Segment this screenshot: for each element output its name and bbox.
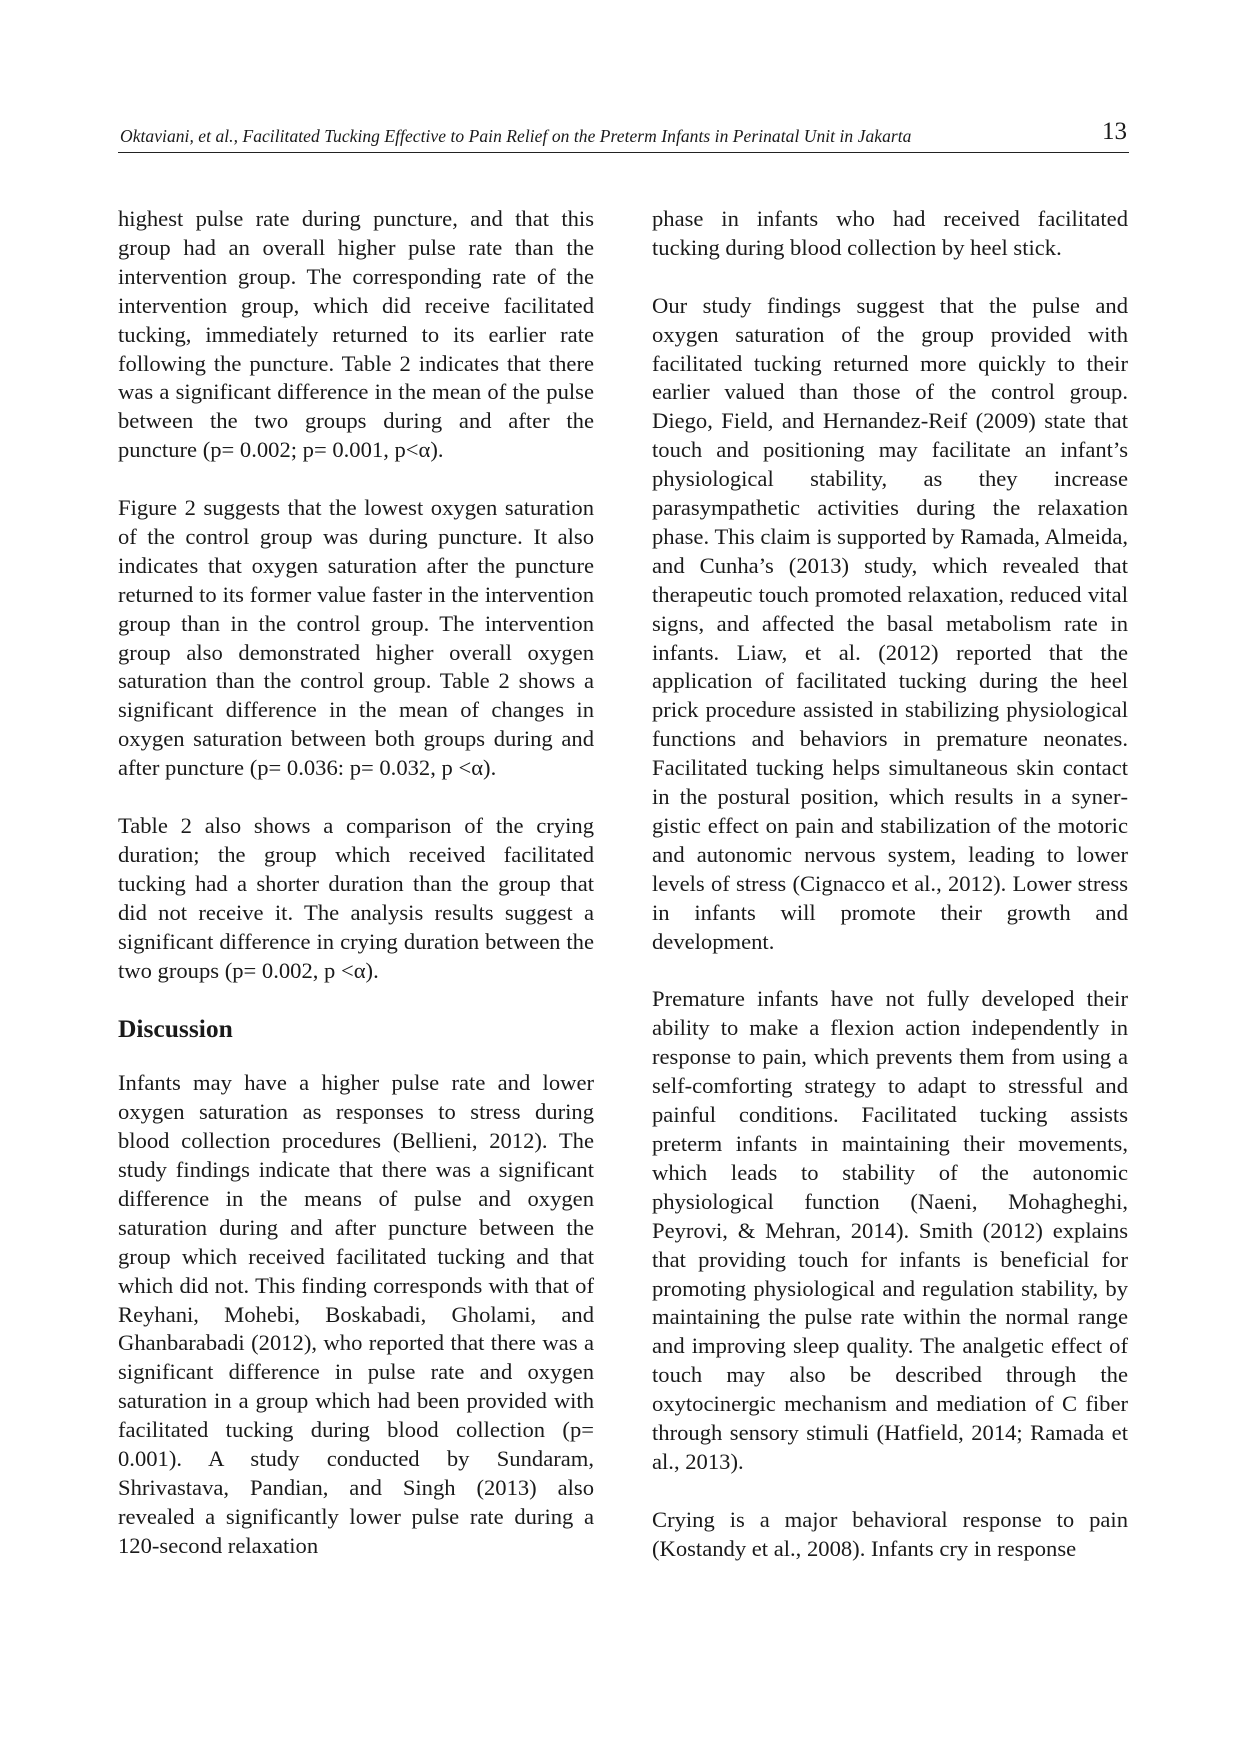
right-column (652, 205, 1128, 1564)
body-paragraph: Our study findings suggest that the pulse and oxygen saturation of the group provided with facilitated tucking returned more quickly to their earlier valued than those of the control group. Diego, Field, and Hernandez-Reif (2009) state that touch and positioning may facilitate an infant’s physiological stability, as they increase parasympathetic activities during the relaxation phase. This claim is supported by Ramada, Almeida, and Cunha’s (2013) study, which revealed that therapeutic touch promoted relaxation, reduced vital signs, and affected the basal metabolism rate in infants. Liaw, et al. (2012) reported that the application of facilitated tucking during the heel prick procedure assisted in stabilizing physiological functions and behaviors in premature neonates. Facilitated tucking helps simultaneous skin contact in the postural position, which results in a synergistic effect on pain and stabilization of the motoric and autonomic nervous system, leading to lower levels of stress (Cignacco et al., 2012). Lower stress in infants will promote their growth and development. (652, 292, 1128, 954)
running-title: Oktaviani, et al., Facilitated Tucking Effective to Pain Relief on the Preterm Infants in Perinatal Unit in Jakarta (120, 126, 912, 146)
body-paragraph: Figure 2 suggests that the lowest oxygen saturation of the control group was during puncture. It also indicates that oxygen saturation after the puncture returned to its former value faster in the intervention group than in the control group. The intervention group also demonstrated higher overall oxygen saturation than the control group. Table 2 shows a significant difference in the mean of changes in oxygen saturation between both groups during and after puncture (p= 0.036: p= 0.032, p <α). (118, 495, 594, 781)
body-paragraph: phase in infants who had received facilitated tucking during blood collection by heel stick. (652, 206, 1128, 260)
body-paragraph: Infants may have a higher pulse rate and lower oxygen saturation as responses to stress during blood collection procedures (Bellieni, 2012). The study findings indicate that there was a significant difference in the means of pulse and oxygen saturation during and after puncture between the group which received facilitated tucking and that which did not. This finding corresponds with that of Reyhani, Mohebi, Boskabadi, Gholami, and Ghanbarabadi (2012), who reported that there was a significant difference in pulse rate and oxygen saturation in a group which had been provided with facilitated tucking during blood collection (p= 0.001). A study conducted by Sundaram, Shrivastava, Pandian, and Singh (2013) also revealed a significantly lower pulse rate during a 120-second relaxation (118, 1070, 594, 1558)
body-paragraph: Premature infants have not fully developed their ability to make a flexion action independently in response to pain, which prevents them from using a self-comforting strategy to adapt to stressful and painful conditions. Facilitated tucking assists preterm infants in maintaining their movements, which leads to stability of the autonomic physiological function (Naeni, Mohagheghi, Peyrovi, & Mehran, 2014). Smith (2012) explains that providing touch for infants is beneficial for promoting physiological and regulation stability, by maintaining the pulse rate within the normal range and improving sleep quality. The analgetic effect of touch may also be described through the oxytocinergic mechanism and mediation of C fiber through sensory stimuli (Hatfield, 2014; Ramada et al., 2013). (652, 986, 1128, 1474)
section-heading-discussion: Discussion (118, 1014, 233, 1044)
body-paragraph: Table 2 also shows a comparison of the crying duration; the group which received facilitated tucking had a shorter duration than the group that did not receive it. The analysis results suggest a significant difference in crying duration between the two groups (p= 0.002, p <α). (118, 813, 594, 983)
page-number: 13 (1102, 118, 1127, 145)
left-column (118, 205, 594, 1561)
running-header (118, 116, 1129, 153)
body-paragraph: highest pulse rate during puncture, and that this group had an overall higher pulse rate than the intervention group. The corresponding rate of the intervention group, which did receive facilitated tucking, immediately returned to its earlier rate following the puncture. Table 2 indicates that there was a significant difference in the mean of the pulse between the two groups during and after the puncture (p= 0.002; p= 0.001, p<α). (118, 206, 594, 463)
body-paragraph: Crying is a major behavioral response to pain (Kostandy et al., 2008). Infants cry in response (652, 1506, 1128, 1561)
